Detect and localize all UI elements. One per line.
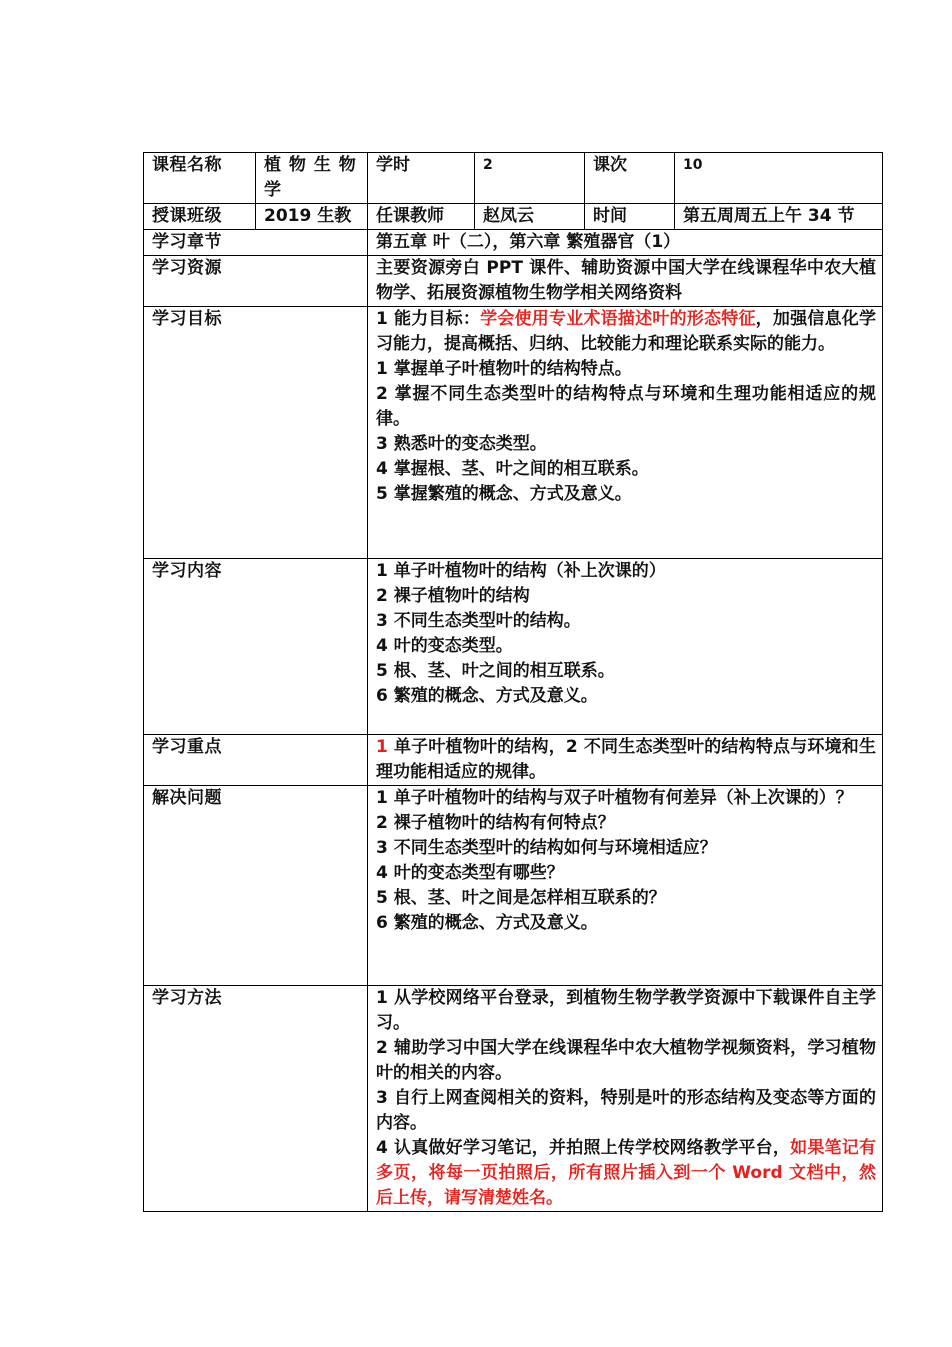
hours-label: 学时	[368, 153, 475, 204]
objective-item: 2 掌握不同生态类型叶的结构特点与环境和生理功能相适应的规律。	[376, 384, 876, 429]
chapter-label: 学习章节	[144, 230, 368, 256]
teacher-label: 任课教师	[368, 204, 475, 230]
problem-item: 3 不同生态类型叶的结构如何与环境相适应？	[376, 838, 717, 858]
lesson-plan-table	[143, 152, 883, 1212]
hours-value: 2	[475, 153, 585, 204]
row-objectives	[144, 307, 883, 559]
row-problems	[144, 786, 883, 986]
key-point-number: 1	[376, 737, 388, 757]
objectives-label: 学习目标	[144, 307, 368, 559]
method-last-highlight: 如果笔记有多页，将每一页拍照后，所有照片插入到一个 Word 文档中，然后上传，请写清楚姓名。	[376, 1138, 877, 1208]
session-label: 课次	[585, 153, 675, 204]
objective-item: 3 熟悉叶的变态类型。	[376, 434, 547, 454]
content-item: 5 根、茎、叶之间的相互联系。	[376, 661, 615, 681]
objective-ability-highlight: 学会使用专业术语描述叶的形态特征	[480, 309, 756, 329]
time-value: 第五周周五上午 34 节	[675, 204, 883, 230]
row-course	[144, 153, 883, 204]
teacher-value: 赵凤云	[475, 204, 585, 230]
key-points-text: 单子叶植物叶的结构，2 不同生态类型叶的结构特点与环境和生理功能相适应的规律。	[376, 737, 876, 782]
method-last-prefix: 4 认真做好学习笔记，并拍照上传学校网络教学平台，	[376, 1138, 791, 1158]
content-value	[368, 559, 883, 735]
row-chapter	[144, 230, 883, 256]
problem-item: 4 叶的变态类型有哪些？	[376, 863, 564, 883]
content-item: 1 单子叶植物叶的结构（补上次课的）	[376, 561, 666, 581]
objective-ability-suffix: ，加强信息化学习能力，提高概括、归纳、比较能力和理论联系实际的能力。	[376, 309, 877, 354]
method-item: 1 从学校网络平台登录，到植物生物学教学资源中下载课件自主学习。	[376, 988, 876, 1033]
method-item-last	[376, 1136, 876, 1211]
row-resources	[144, 256, 883, 307]
time-label: 时间	[585, 204, 675, 230]
objective-item: 1 掌握单子叶植物叶的结构特点。	[376, 359, 632, 379]
problems-label: 解决问题	[144, 786, 368, 986]
method-item: 3 自行上网查阅相关的资料，特别是叶的形态结构及变态等方面的内容。	[376, 1088, 876, 1133]
course-name-label: 课程名称	[144, 153, 256, 204]
objective-item: 4 掌握根、茎、叶之间的相互联系。	[376, 459, 649, 479]
content-item: 6 繁殖的概念、方式及意义。	[376, 686, 598, 706]
content-item: 4 叶的变态类型。	[376, 636, 513, 656]
resources-label: 学习资源	[144, 256, 368, 307]
methods-label: 学习方法	[144, 986, 368, 1212]
content-label: 学习内容	[144, 559, 368, 735]
content-item: 2 裸子植物叶的结构	[376, 586, 530, 606]
session-value: 10	[675, 153, 883, 204]
key-points-label: 学习重点	[144, 735, 368, 786]
course-name-value: 植 物 生 物 学	[256, 153, 368, 204]
row-content	[144, 559, 883, 735]
key-points-value	[368, 735, 883, 786]
objective-ability-prefix: 1 能力目标：	[376, 309, 481, 329]
problem-item: 5 根、茎、叶之间是怎样相互联系的？	[376, 888, 666, 908]
content-item: 3 不同生态类型叶的结构。	[376, 611, 581, 631]
row-methods	[144, 986, 883, 1212]
objectives-value	[368, 307, 883, 559]
objective-ability	[376, 307, 876, 357]
row-key-points	[144, 735, 883, 786]
methods-value	[368, 986, 883, 1212]
row-class	[144, 204, 883, 230]
chapter-value: 第五章 叶（二），第六章 繁殖器官（1）	[368, 230, 883, 256]
problem-item: 1 单子叶植物叶的结构与双子叶植物有何差异（补上次课的）？	[376, 788, 853, 808]
resources-value: 主要资源旁白 PPT 课件、辅助资源中国大学在线课程华中农大植物学、拓展资源植物生物学相关网络资料	[368, 256, 883, 307]
class-label: 授课班级	[144, 204, 256, 230]
problems-value	[368, 786, 883, 986]
method-item: 2 辅助学习中国大学在线课程华中农大植物学视频资料，学习植物叶的相关的内容。	[376, 1038, 876, 1083]
objective-item: 5 掌握繁殖的概念、方式及意义。	[376, 484, 632, 504]
problem-item: 2 裸子植物叶的结构有何特点？	[376, 813, 615, 833]
problem-item: 6 繁殖的概念、方式及意义。	[376, 913, 598, 933]
class-value: 2019 生教	[256, 204, 368, 230]
